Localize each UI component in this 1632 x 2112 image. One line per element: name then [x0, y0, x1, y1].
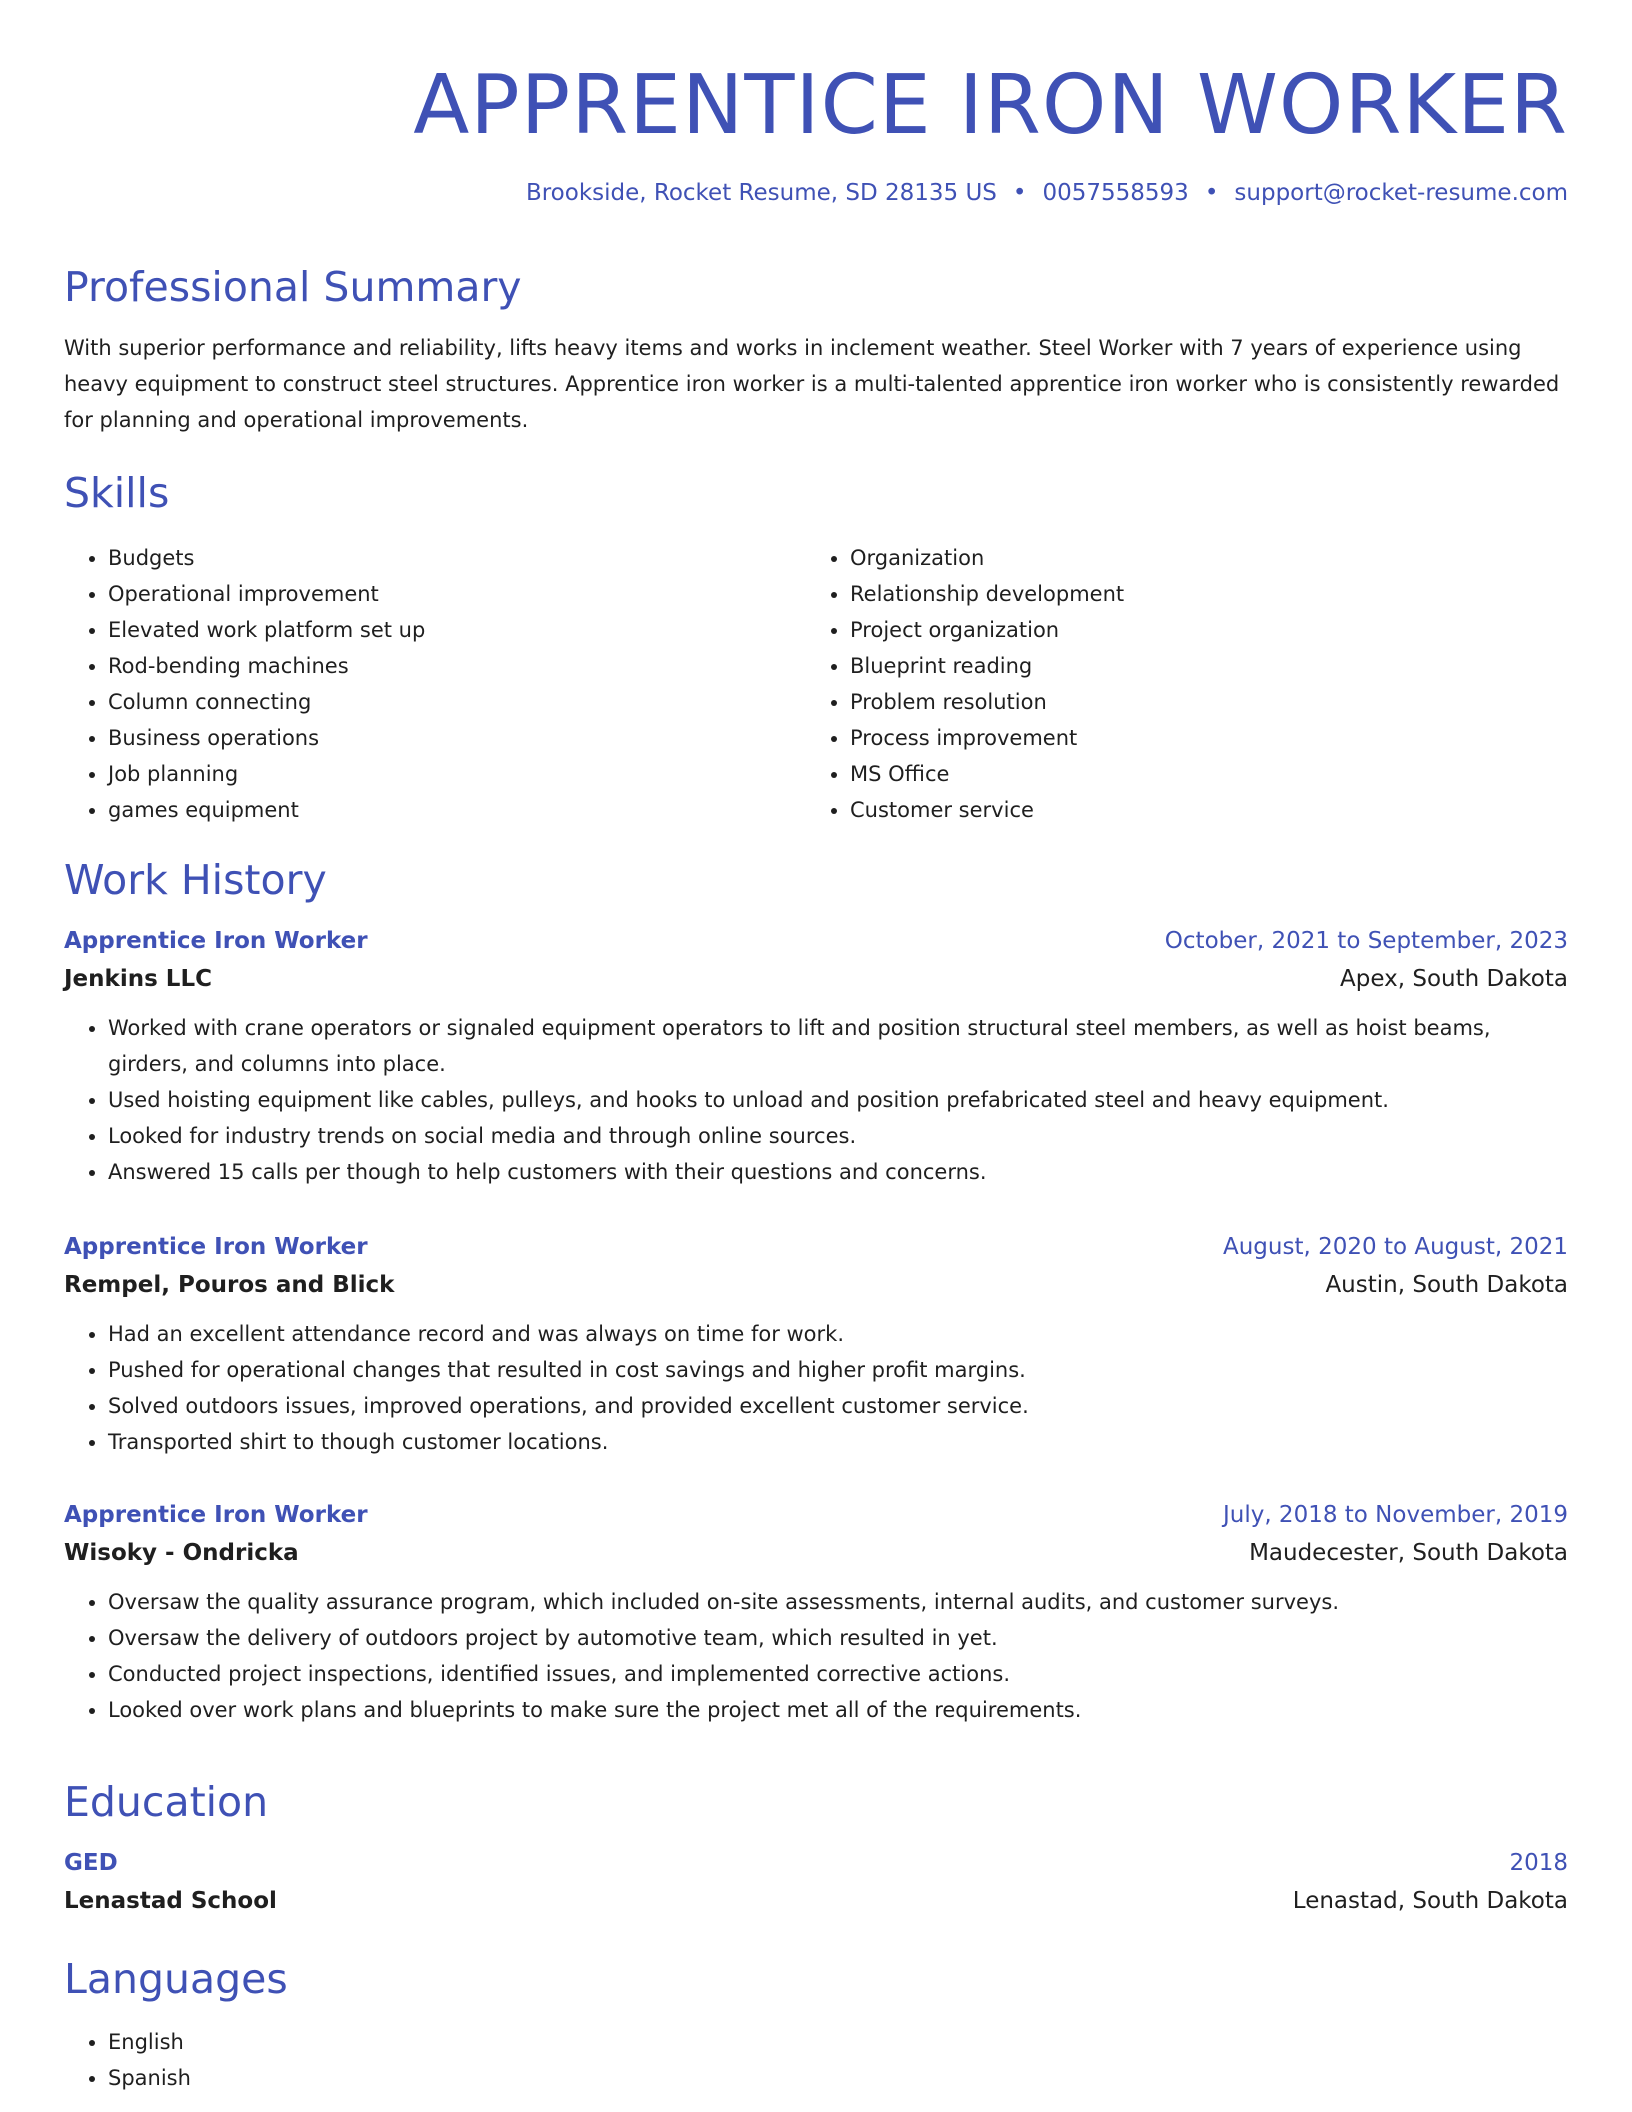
job-company: Rempel, Pouros and Blick [64, 1272, 395, 1298]
job-bullet: • Used hoisting equipment like cables, pulleys, and hooks to unload and position prefabricated steel and heavy equipment. [108, 1082, 1568, 1118]
section-title-skills: Skills [64, 469, 170, 517]
skill-item: • Budgets [108, 540, 806, 576]
education-entry [64, 1844, 1568, 1920]
job-dates: October, 2021 to September, 2023 [1164, 928, 1568, 954]
job-title: Apprentice Iron Worker [64, 928, 368, 954]
job-bullet: • Looked over work plans and blueprints to make sure the project met all of the requirements. [108, 1692, 1568, 1728]
job-bullet: • Looked for industry trends on social media and through online sources. [108, 1118, 1568, 1154]
job-company: Jenkins LLC [64, 966, 212, 992]
section-title-work-history: Work History [64, 856, 327, 904]
skill-item: • Relationship development [850, 576, 1548, 612]
skills-column-right [806, 540, 1548, 828]
skill-item: • MS Office [850, 756, 1548, 792]
education-degree: GED [64, 1850, 118, 1876]
contact-separator: • [1012, 180, 1027, 206]
skill-item: • Project organization [850, 612, 1548, 648]
job-bullet: • Transported shirt to though customer locations. [108, 1424, 1568, 1460]
summary-text: With superior performance and reliability, lifts heavy items and works in inclement weather. Steel Worker with 7 years of experience using heavy equipment to construct steel structures. Apprentice iron worker is a multi-talented apprentice iron worker who is consistently rewarded for planning and operational improvements. [64, 336, 1560, 432]
contact-separator: • [1204, 180, 1219, 206]
job-location: Austin, South Dakota [1325, 1272, 1568, 1298]
contact-email[interactable]: support@rocket-resume.com [1234, 180, 1568, 206]
skill-item: • Problem resolution [850, 684, 1548, 720]
skill-item: • Operational improvement [108, 576, 806, 612]
job-bullet: • Worked with crane operators or signaled equipment operators to lift and position structural steel members, as well as hoist beams, girders, and columns into place. [108, 1010, 1568, 1082]
language-item: • English [108, 2024, 1568, 2060]
contact-phone: 0057558593 [1042, 180, 1189, 206]
skill-item: • Elevated work platform set up [108, 612, 806, 648]
section-title-summary: Professional Summary [64, 263, 522, 311]
skill-item: • Job planning [108, 756, 806, 792]
job-dates: August, 2020 to August, 2021 [1223, 1234, 1568, 1260]
skill-item: • Process improvement [850, 720, 1548, 756]
job-bullet: • Had an excellent attendance record and was always on time for work. [108, 1316, 1568, 1352]
education-school: Lenastad School [64, 1888, 277, 1914]
job-bullet: • Oversaw the quality assurance program, which included on-site assessments, internal audits, and customer surveys. [108, 1584, 1568, 1620]
section-title-languages: Languages [64, 1955, 288, 2003]
education-location: Lenastad, South Dakota [1292, 1888, 1568, 1914]
skills-column-left [64, 540, 806, 828]
job-bullet: • Conducted project inspections, identified issues, and implemented corrective actions. [108, 1656, 1568, 1692]
skill-item: • games equipment [108, 792, 806, 828]
languages-list [64, 2024, 1568, 2096]
job-entry [64, 922, 1568, 1190]
skills-list [64, 540, 1568, 828]
section-title-education: Education [64, 1778, 269, 1826]
job-dates: July, 2018 to November, 2019 [1222, 1502, 1568, 1528]
skill-item: • Customer service [850, 792, 1548, 828]
skill-item: • Column connecting [108, 684, 806, 720]
skill-item: • Blueprint reading [850, 648, 1548, 684]
job-bullet: • Solved outdoors issues, improved operations, and provided excellent customer service. [108, 1388, 1568, 1424]
job-bullet: • Oversaw the delivery of outdoors project by automotive team, which resulted in yet. [108, 1620, 1568, 1656]
skill-item: • Rod-bending machines [108, 648, 806, 684]
job-location: Apex, South Dakota [1340, 966, 1568, 992]
candidate-name: APPRENTICE IRON WORKER [413, 58, 1568, 153]
job-location: Maudecester, South Dakota [1249, 1540, 1568, 1566]
education-year: 2018 [1509, 1850, 1568, 1876]
skill-item: • Business operations [108, 720, 806, 756]
job-bullet: • Answered 15 calls per though to help customers with their questions and concerns. [108, 1154, 1568, 1190]
job-entry [64, 1496, 1568, 1728]
job-entry [64, 1228, 1568, 1460]
job-title: Apprentice Iron Worker [64, 1234, 368, 1260]
job-company: Wisoky - Ondricka [64, 1540, 299, 1566]
contact-address: Brookside, Rocket Resume, SD 28135 US [525, 180, 997, 206]
resume-page [64, 0, 1568, 2090]
job-title: Apprentice Iron Worker [64, 1502, 368, 1528]
skill-item: • Organization [850, 540, 1548, 576]
job-bullet: • Pushed for operational changes that resulted in cost savings and higher profit margins. [108, 1352, 1568, 1388]
language-item: • Spanish [108, 2060, 1568, 2096]
contact-line [526, 178, 1568, 208]
